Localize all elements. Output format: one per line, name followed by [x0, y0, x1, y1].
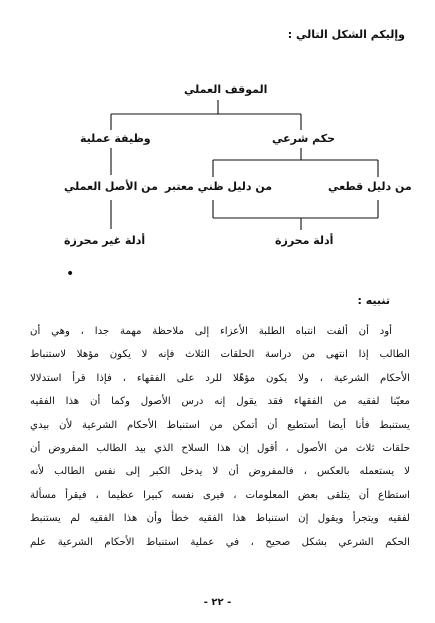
- node-legal-ruling: حكم شرعي: [272, 132, 336, 145]
- note-paragraph: [30, 320, 410, 554]
- paragraph-line: الحكم الشرعي بشكل صحيح ، في عملية استنباط الأحكام الشرعية علم: [30, 536, 410, 548]
- node-practical-function: وظيفة عملية: [80, 132, 151, 145]
- paragraph-line: أود أن ألفت انتباه الطلبة الأعزاء إلى ملاحظة مهمة جدا ، وهي أن: [30, 326, 392, 337]
- paragraph-line: لفقيه ويتجرأ ويقول إن استنباط هذا الفقيه خطأ وأن هذا الفقيه لم يستنبط: [30, 513, 410, 525]
- node-definitive-evidence: من دليل قطعي: [328, 180, 412, 193]
- intro-heading: وإليكم الشكل التالي :: [287, 28, 405, 41]
- page-number: - ٢٢ -: [203, 597, 232, 608]
- stray-dot: •: [66, 266, 75, 282]
- paragraph-line: الطالب إذا انتهى من دراسة الحلقات الثلاث فإنه لا يكون مؤهلا لاستنباط: [30, 349, 410, 361]
- paragraph-line: حلقات ثلاث من الأصول ، أقول إن هذا السلاح الذي بيد الطالب المفروض أن: [30, 442, 410, 454]
- note-heading: تنبيه :: [357, 294, 390, 307]
- node-unsecured-evidence: أدلة غير محرزة: [64, 234, 146, 247]
- paragraph-line: يستنبط فأنا أيضا أستطيع أن أتمكن من استنباط الأحكام الشرعية لأن بيدي: [30, 419, 410, 431]
- node-practical-position: الموقف العملي: [184, 83, 268, 96]
- node-speculative-evidence: من دليل ظني معتبر: [165, 180, 273, 193]
- paragraph-line: معيّنا لفقيه من الفقهاء فقد يقول إنه درس الأصول وكما أن هذا الفقيه: [30, 396, 410, 408]
- paragraph-line: استطاع أن يتلقى بعض المعلومات ، فيرى نفسه كبيرا عظيما ، فيقرأ مسألة: [30, 489, 410, 501]
- node-secured-evidence: أدلة محرزة: [275, 234, 334, 247]
- node-practical-principle: من الأصل العملي: [64, 180, 158, 193]
- paragraph-line: لا يستعمله بالعكس ، فالمفروض أن لا يدخل الكبر إلى نفس الطالب لأنه: [30, 466, 410, 478]
- paragraph-line: الأحكام الشرعية ، ولا يكون مؤهّلا للرد على الفقهاء ، فإذا قرأ استدلالا: [30, 372, 410, 384]
